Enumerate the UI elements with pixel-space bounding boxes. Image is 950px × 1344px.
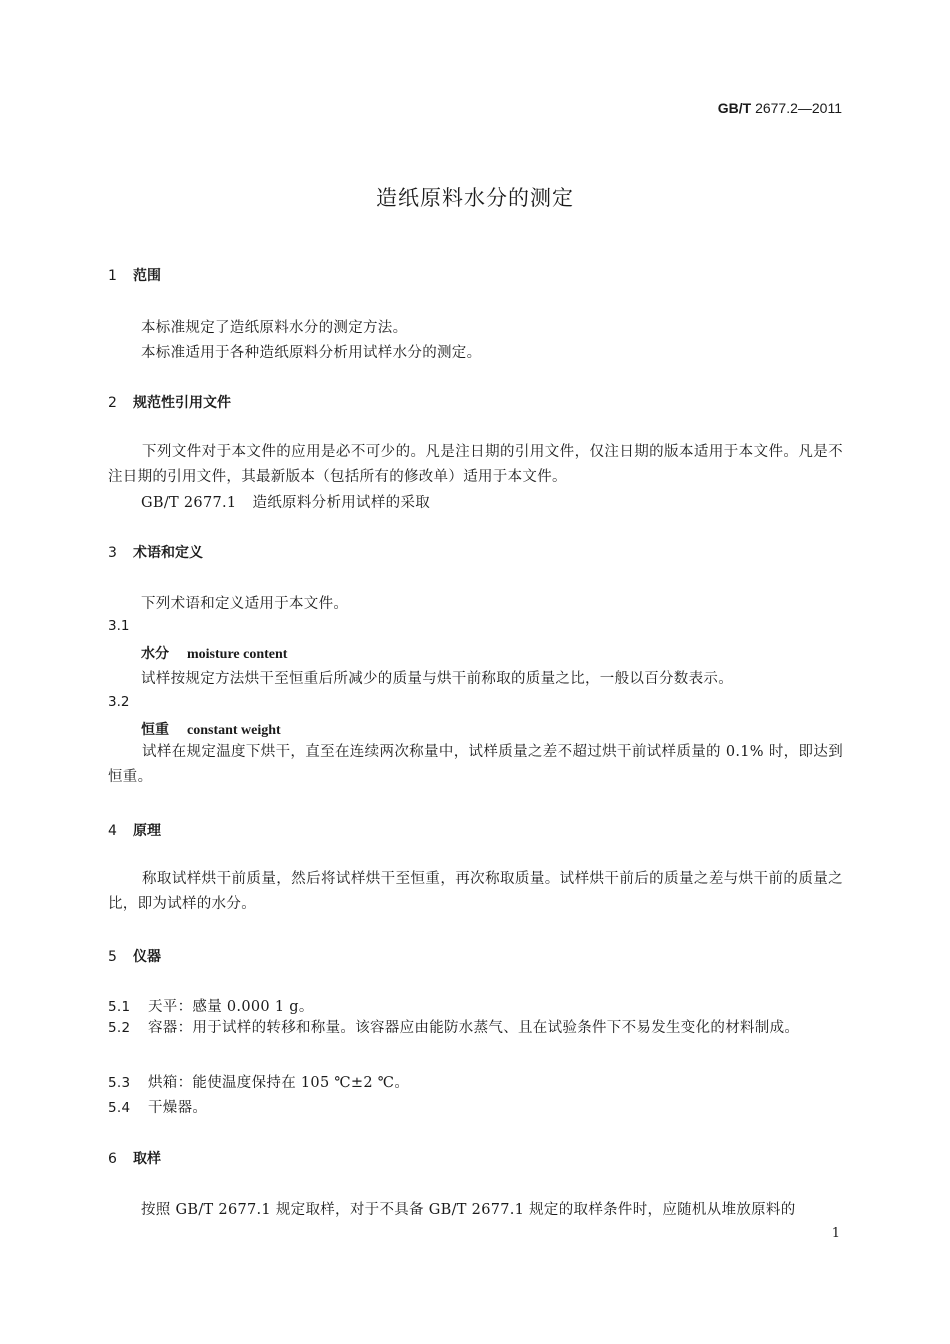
item-code: 5.3: [108, 1075, 131, 1091]
item-text: 烘箱：能使温度保持在 105 ℃±2 ℃。: [148, 1075, 410, 1091]
standard-code: 2677.2—2011: [755, 100, 842, 116]
item-code: 5.1: [108, 999, 131, 1015]
list-item: [108, 1096, 207, 1117]
paragraph: 按照 GB/T 2677.1 规定取样，对于不具备 GB/T 2677.1 规定的取样条件时，应随机从堆放原料的: [141, 1202, 796, 1218]
section-heading-3: [108, 542, 203, 562]
item-code: 5.4: [108, 1100, 131, 1116]
item-code: 5.2: [108, 1020, 131, 1036]
list-item: [108, 995, 314, 1016]
section-number: 2: [108, 395, 117, 411]
section-title: 取样: [133, 1151, 161, 1167]
section-number: 1: [108, 268, 117, 284]
item-text: 容器：用于试样的转移和称量。该容器应由能防水蒸气、且在试验条件下不易发生变化的材料制成。: [148, 1020, 800, 1036]
term-heading: [141, 719, 281, 739]
term-en: constant weight: [187, 723, 281, 738]
page-title: 造纸原料水分的测定: [376, 186, 574, 210]
reference-title: 造纸原料分析用试样的采取: [252, 495, 431, 511]
section-title: 术语和定义: [133, 545, 203, 561]
section-heading-4: [108, 820, 161, 840]
standard-number: [718, 100, 842, 116]
term-zh: 恒重: [141, 722, 169, 738]
section-title: 范围: [133, 268, 161, 284]
paragraph: 本标准规定了造纸原料水分的测定方法。: [141, 320, 408, 336]
term-heading: [141, 643, 287, 663]
paragraph: 下列术语和定义适用于本文件。: [141, 596, 349, 612]
section-title: 仪器: [133, 949, 161, 965]
standard-prefix: GB/T: [717, 100, 752, 116]
term-number: 3.1: [108, 618, 130, 634]
item-text: 干燥器。: [148, 1100, 208, 1116]
term-zh: 水分: [141, 646, 169, 662]
list-item: [108, 1071, 409, 1092]
paragraph: 称取试样烘干前质量，然后将试样烘干至恒重，再次称取质量。试样烘干前后的质量之差与烘干前的质量之比，即为试样的水分。: [108, 871, 843, 912]
section-number: 5: [108, 949, 117, 965]
section-number: 3: [108, 545, 117, 561]
paragraph: 本标准适用于各种造纸原料分析用试样水分的测定。: [141, 345, 482, 361]
list-item: [108, 1016, 843, 1041]
reference-code: GB/T 2677.1: [141, 495, 237, 511]
section-heading-1: [108, 265, 161, 285]
section-number: 6: [108, 1151, 117, 1167]
item-text: 天平：感量 0.000 1 g。: [148, 999, 314, 1015]
section-title: 原理: [133, 823, 161, 839]
section-heading-2: [108, 392, 231, 412]
section-number: 4: [108, 823, 117, 839]
section-title: 规范性引用文件: [133, 395, 231, 411]
term-definition: 试样在规定温度下烘干，直至在连续两次称量中，试样质量之差不超过烘干前试样质量的 0.1% 时，即达到恒重。: [108, 744, 843, 785]
term-en: moisture content: [187, 647, 288, 662]
section-heading-6: [108, 1148, 161, 1168]
page-number: 1: [831, 1226, 840, 1241]
section-heading-5: [108, 946, 161, 966]
term-number: 3.2: [108, 694, 130, 710]
term-definition: 试样按规定方法烘干至恒重后所减少的质量与烘干前称取的质量之比，一般以百分数表示。: [141, 671, 733, 687]
normative-reference: [141, 491, 430, 512]
paragraph: 下列文件对于本文件的应用是必不可少的。凡是注日期的引用文件，仅注日期的版本适用于本文件。凡是不注日期的引用文件，其最新版本（包括所有的修改单）适用于本文件。: [108, 444, 843, 485]
